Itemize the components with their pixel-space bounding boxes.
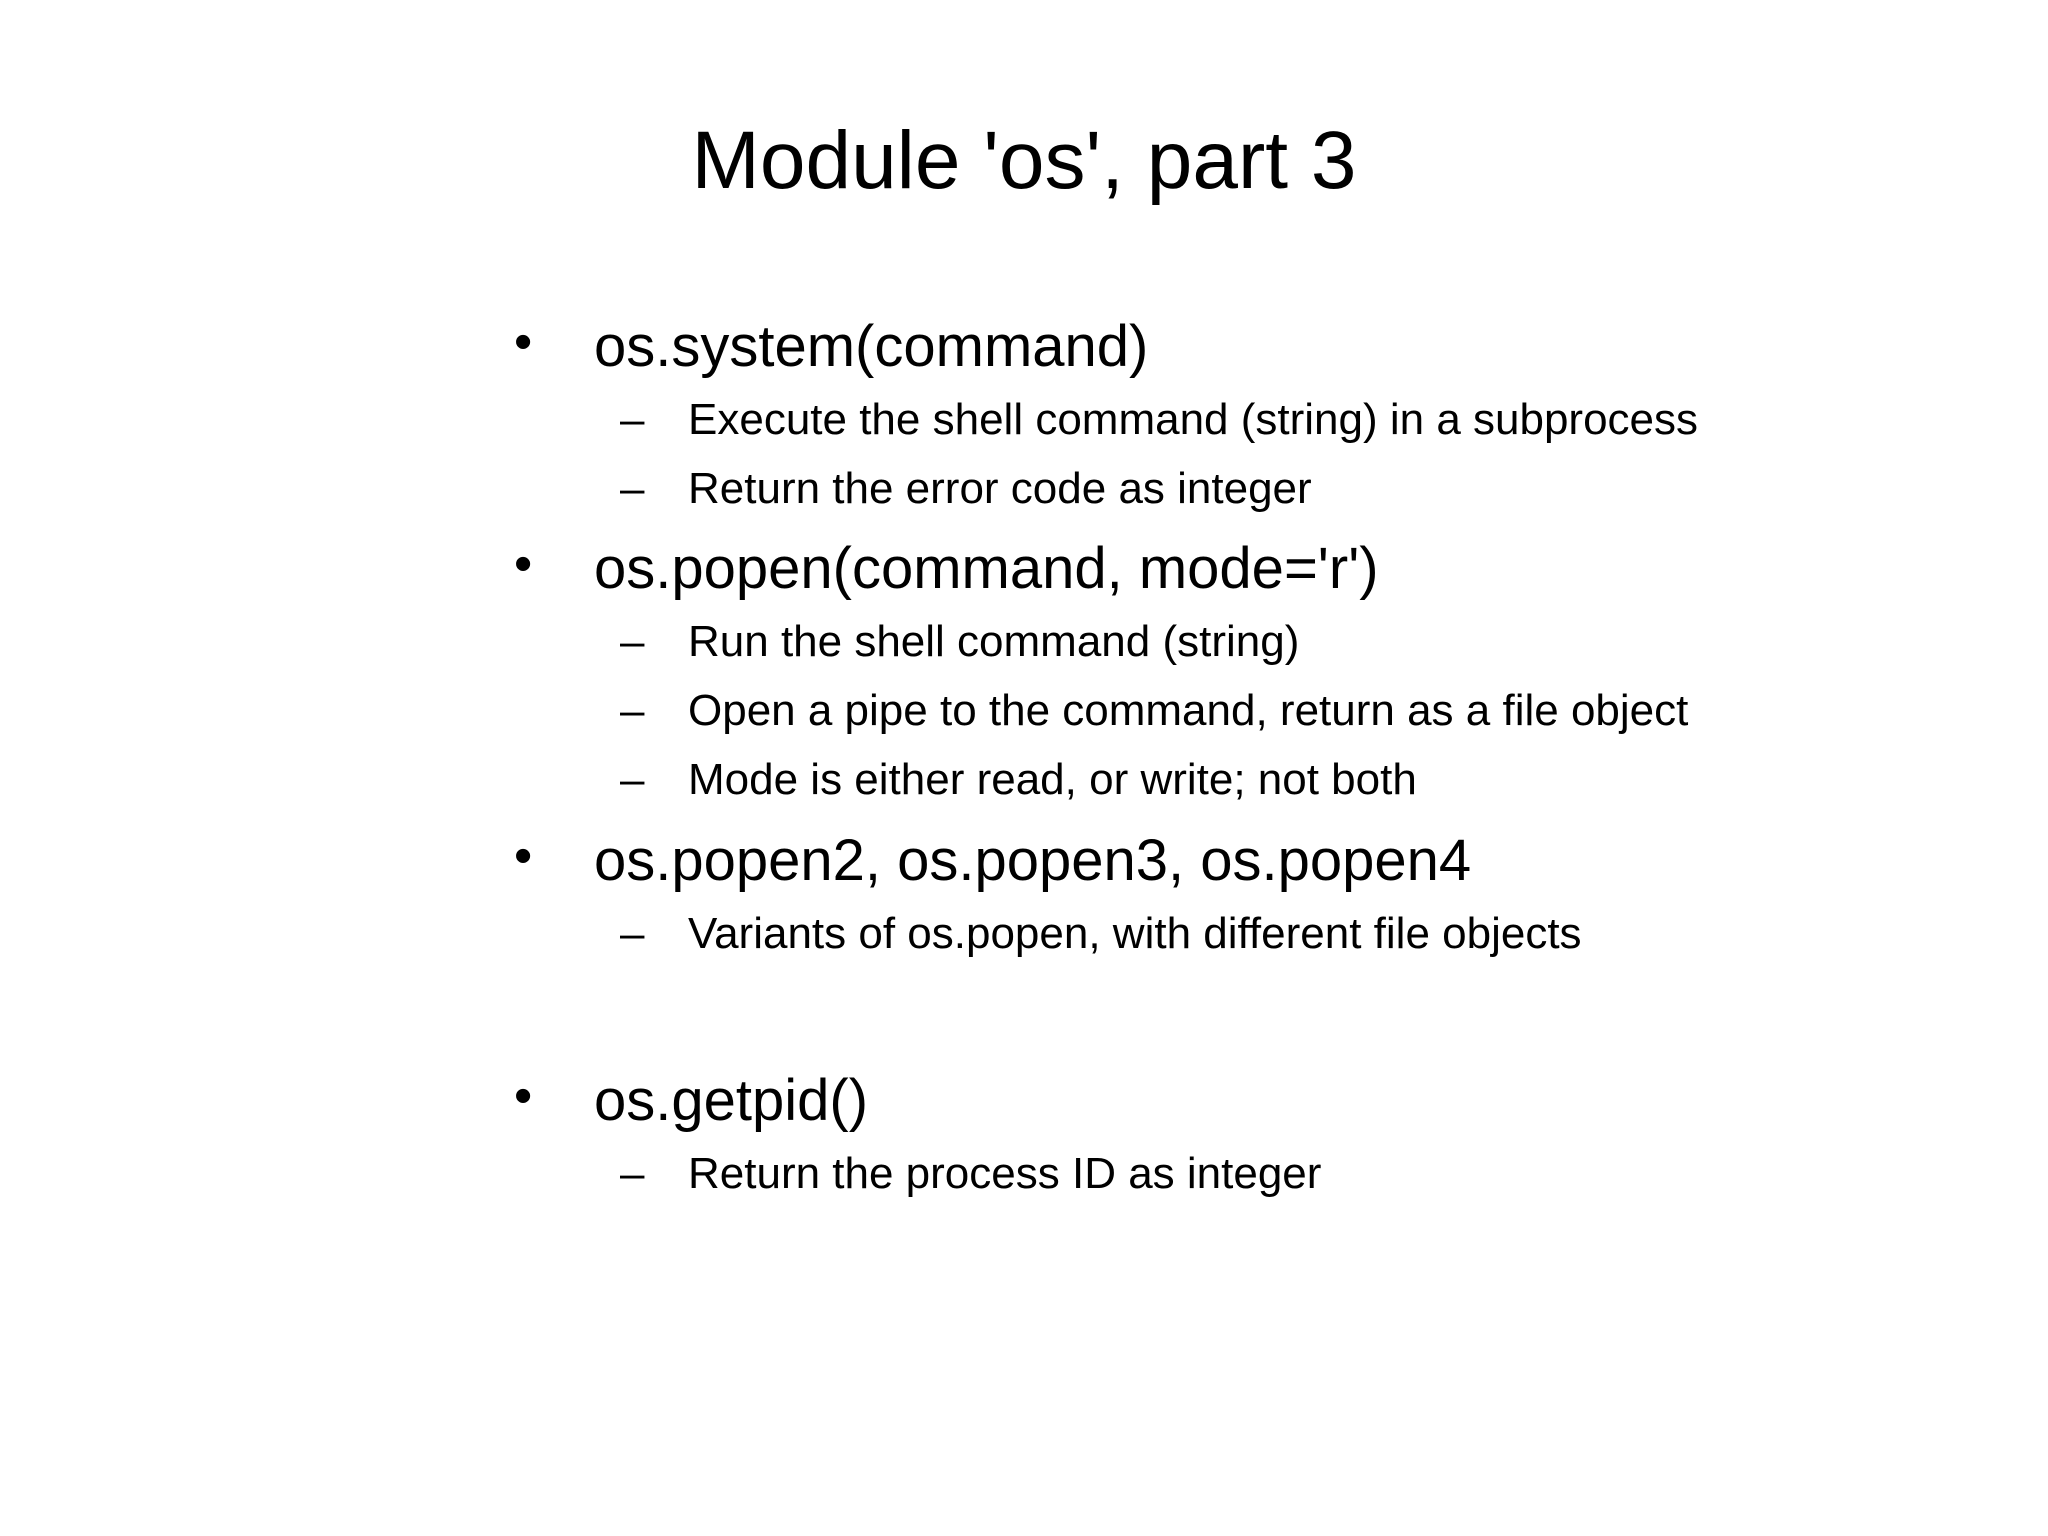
bullet-text: os.popen2, os.popen3, os.popen4: [594, 828, 1472, 893]
bullet-text: os.getpid(): [594, 1068, 869, 1133]
dash-marker: –: [620, 686, 645, 735]
sub-text: Return the error code as integer: [688, 464, 1312, 513]
bullet-text: os.popen(command, mode='r'): [594, 536, 1379, 601]
sub-text: Return the process ID as integer: [688, 1149, 1322, 1198]
dash-marker: –: [620, 464, 645, 513]
bullet-marker: •: [514, 535, 533, 593]
sub-text: Open a pipe to the command, return as a file object: [688, 686, 1689, 735]
bullet-marker: •: [514, 313, 533, 371]
bullet-marker: •: [514, 1067, 533, 1125]
sub-text: Variants of os.popen, with different file objects: [688, 909, 1582, 958]
slide-title: Module 'os', part 3: [691, 115, 1357, 206]
dash-marker: –: [620, 395, 645, 444]
dash-marker: –: [620, 755, 645, 804]
dash-marker: –: [620, 909, 645, 958]
bullet-text: os.system(command): [594, 314, 1149, 379]
sub-text: Run the shell command (string): [688, 617, 1300, 666]
bullet-marker: •: [514, 827, 533, 885]
sub-text: Mode is either read, or write; not both: [688, 755, 1417, 804]
dash-marker: –: [620, 617, 645, 666]
sub-text: Execute the shell command (string) in a subprocess: [688, 395, 1699, 444]
dash-marker: –: [620, 1149, 645, 1198]
